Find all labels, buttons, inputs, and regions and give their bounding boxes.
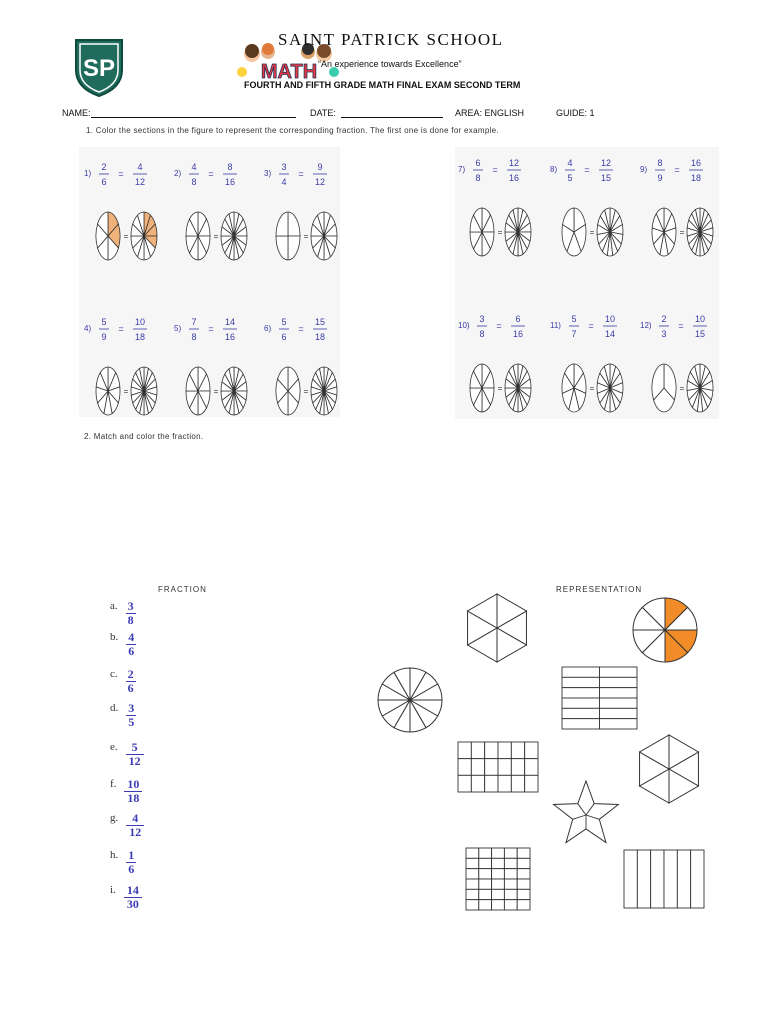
equals-sign: = [213, 387, 219, 396]
numerator: 6 [515, 314, 521, 324]
grid-cell[interactable] [498, 759, 511, 776]
item-letter: a. [110, 600, 118, 612]
equals-sign: = [298, 169, 304, 179]
item-denominator: 12 [128, 754, 141, 768]
grid-cell[interactable] [664, 850, 677, 908]
circle-sector[interactable] [288, 236, 300, 260]
equals-sign: = [303, 232, 309, 241]
numerator: 8 [657, 158, 663, 168]
item-denominator: 18 [127, 791, 140, 805]
representation-shapes [370, 590, 710, 920]
match-fraction-item[interactable] [110, 631, 136, 658]
rectangle-6-strips[interactable] [624, 850, 704, 908]
section1-instruction: 1. Color the sections in the figure to represent the corresponding fraction. The first one is done for example. [86, 126, 499, 135]
left-fraction-circle[interactable] [470, 364, 494, 412]
equals-sign: = [118, 324, 124, 334]
right-fraction-circle[interactable] [131, 367, 157, 415]
equals-sign: = [492, 165, 498, 175]
equals-sign: = [303, 387, 309, 396]
item-denominator: 6 [127, 681, 134, 695]
school-motto: “An experience towards Excellence” [318, 59, 462, 69]
fraction-problem [458, 314, 525, 339]
match-fraction-item[interactable] [110, 884, 142, 911]
grid-cell[interactable] [458, 759, 471, 776]
numerator: 4 [567, 158, 573, 168]
denominator: 8 [191, 177, 197, 187]
fraction-problem [640, 314, 707, 339]
numerator: 7 [191, 317, 197, 327]
grid-cell[interactable] [677, 850, 690, 908]
grid-cell[interactable] [479, 900, 492, 910]
equals-sign: = [589, 384, 595, 393]
match-fraction-item[interactable] [110, 812, 144, 839]
hexagon-6-parts-second[interactable] [640, 735, 699, 803]
item-letter: h. [110, 849, 119, 861]
equals-sign: = [208, 169, 214, 179]
denominator: 14 [604, 329, 616, 339]
guide-label: GUIDE: 1 [556, 108, 595, 118]
denominator: 12 [314, 177, 326, 187]
item-denominator: 30 [126, 897, 139, 911]
grid-cell[interactable] [492, 879, 505, 889]
grid-cell[interactable] [485, 759, 498, 776]
grid-cell[interactable] [479, 869, 492, 879]
item-fraction [124, 778, 142, 805]
grid-cell[interactable] [504, 869, 517, 879]
left-fraction-circle[interactable] [96, 367, 120, 415]
grid-cell[interactable] [600, 688, 638, 698]
numerator: 5 [281, 317, 287, 327]
rectangle-12-parts[interactable] [562, 667, 637, 729]
denominator: 5 [567, 173, 573, 183]
denominator: 6 [101, 177, 107, 187]
grid-cell[interactable] [562, 667, 600, 677]
grid-cell[interactable] [479, 858, 492, 868]
match-fraction-item[interactable] [110, 778, 142, 805]
grid-cell[interactable] [517, 879, 530, 889]
equals-sign: = [679, 384, 685, 393]
equals-sign: = [208, 324, 214, 334]
equals-sign: = [584, 165, 590, 175]
left-fraction-circle[interactable] [562, 208, 586, 256]
item-fraction [126, 741, 144, 768]
grid-cell[interactable] [691, 850, 704, 908]
grid-cell[interactable] [525, 759, 538, 776]
denominator: 9 [101, 332, 107, 342]
item-denominator: 6 [128, 862, 135, 876]
denominator: 18 [134, 332, 146, 342]
problem-number: 3) [264, 169, 272, 178]
item-numerator: 3 [127, 599, 134, 613]
name-label: NAME: [62, 108, 91, 118]
grid-cell[interactable] [511, 775, 524, 792]
grid-cell[interactable] [624, 850, 637, 908]
right-fraction-circle[interactable] [311, 367, 337, 415]
grid-cell[interactable] [517, 900, 530, 910]
item-numerator: 10 [127, 777, 140, 791]
grid-cell[interactable] [504, 858, 517, 868]
grid-cell[interactable] [525, 775, 538, 792]
problem-number: 11) [550, 321, 561, 330]
circle-8-parts-3-colored[interactable] [633, 598, 697, 662]
problem-number: 5) [174, 324, 182, 333]
denominator: 12 [134, 177, 146, 187]
item-letter: i. [110, 884, 116, 896]
numerator: 16 [690, 158, 702, 168]
right-fraction-circle[interactable] [311, 212, 337, 260]
item-letter: b. [110, 631, 119, 643]
circle-sector[interactable] [288, 212, 300, 236]
item-denominator: 8 [127, 613, 134, 627]
right-fraction-circle[interactable] [221, 367, 247, 415]
grid-cell[interactable] [458, 775, 471, 792]
area-label: AREA: ENGLISH [455, 108, 525, 118]
denominator: 8 [191, 332, 197, 342]
grid-cell[interactable] [517, 869, 530, 879]
fraction-problem [640, 158, 703, 183]
numerator: 4 [191, 162, 197, 172]
grid-cell[interactable] [517, 889, 530, 899]
match-fraction-item[interactable] [110, 702, 136, 729]
problem-number: 1) [84, 169, 92, 178]
math-logo-text: MATH [260, 61, 318, 83]
equals-sign: = [298, 324, 304, 334]
denominator: 18 [690, 173, 702, 183]
numerator: 10 [134, 317, 146, 327]
numerator: 2 [101, 162, 107, 172]
section2-instruction: 2. Match and color the fraction. [84, 432, 204, 441]
numerator: 3 [479, 314, 485, 324]
item-letter: d. [110, 702, 119, 714]
circle-sector[interactable] [276, 212, 288, 236]
problem-number: 2) [174, 169, 182, 178]
problem-number: 12) [640, 321, 652, 330]
equals-sign: = [118, 169, 124, 179]
denominator: 16 [224, 332, 236, 342]
item-numerator: 14 [126, 883, 139, 897]
grid-cell[interactable] [479, 848, 492, 858]
left-fraction-circle[interactable] [96, 212, 120, 260]
grid-cell[interactable] [504, 879, 517, 889]
left-fraction-circle[interactable] [470, 208, 494, 256]
equals-sign: = [123, 232, 129, 241]
grid-cell[interactable] [466, 858, 479, 868]
item-numerator: 1 [128, 848, 135, 862]
equals-sign: = [588, 321, 594, 331]
item-fraction [126, 702, 136, 729]
grid-cell[interactable] [517, 848, 530, 858]
item-letter: c. [110, 668, 118, 680]
grid-cell[interactable] [600, 708, 638, 718]
denominator: 16 [224, 177, 236, 187]
right-fraction-circle[interactable] [505, 208, 531, 256]
grid-cell[interactable] [485, 775, 498, 792]
left-fraction-circle[interactable] [186, 367, 210, 415]
hexagon-6-parts[interactable] [468, 594, 527, 662]
right-fraction-circle[interactable] [597, 364, 623, 412]
match-fraction-item[interactable] [110, 600, 136, 627]
representation-column-header: REPRESENTATION [556, 585, 643, 594]
fraction-problem [550, 158, 613, 183]
denominator: 8 [475, 173, 481, 183]
grid-cell[interactable] [466, 848, 479, 858]
grid-cell[interactable] [471, 759, 484, 776]
fraction-problem [550, 314, 617, 339]
left-fraction-circle[interactable] [276, 367, 300, 415]
fraction-problem [84, 162, 147, 187]
match-fraction-item[interactable] [110, 849, 136, 876]
numerator: 5 [571, 314, 577, 324]
problem-number: 9) [640, 165, 648, 174]
grid-cell[interactable] [511, 742, 524, 759]
right-fraction-circle[interactable] [505, 364, 531, 412]
grid-cell[interactable] [562, 677, 600, 687]
numerator: 12 [600, 158, 612, 168]
right-fraction-circle[interactable] [131, 212, 157, 260]
fraction-problem [458, 158, 521, 183]
fraction-problem [174, 317, 237, 342]
left-fraction-circle[interactable] [276, 212, 300, 260]
fraction-problem [264, 317, 327, 342]
left-fraction-circle[interactable] [562, 364, 586, 412]
grid-cell[interactable] [562, 698, 600, 708]
grid-cell[interactable] [517, 858, 530, 868]
denominator: 3 [661, 329, 667, 339]
grid-cell[interactable] [562, 719, 600, 729]
item-numerator: 2 [127, 667, 134, 681]
fraction-problems [0, 0, 768, 440]
star-outline [554, 781, 619, 843]
date-label: DATE: [310, 108, 336, 118]
grid-cell[interactable] [504, 900, 517, 910]
denominator: 9 [657, 173, 663, 183]
right-fraction-circle[interactable] [687, 208, 713, 256]
fraction-problem [174, 162, 237, 187]
grid-cell[interactable] [498, 742, 511, 759]
item-fraction [126, 668, 136, 695]
item-numerator: 4 [132, 811, 139, 825]
equals-sign: = [496, 321, 502, 331]
match-fraction-item[interactable] [110, 668, 136, 695]
denominator: 4 [281, 177, 287, 187]
numerator: 14 [224, 317, 236, 327]
fraction-column-header: FRACTION [158, 585, 207, 594]
right-fraction-circle[interactable] [221, 212, 247, 260]
fraction-problem [264, 162, 327, 187]
grid-cell[interactable] [562, 708, 600, 718]
item-fraction [126, 600, 136, 627]
denominator: 6 [281, 332, 287, 342]
exam-title: FOURTH AND FIFTH GRADE MATH FINAL EXAM SECOND TERM [244, 80, 521, 90]
star-5-parts[interactable] [554, 781, 619, 843]
equals-sign: = [679, 228, 685, 237]
item-numerator: 5 [131, 740, 138, 754]
grid-cell[interactable] [498, 775, 511, 792]
numerator: 8 [227, 162, 233, 172]
problem-number: 8) [550, 165, 558, 174]
item-fraction [126, 812, 144, 839]
grid-cell[interactable] [466, 869, 479, 879]
grid-cell[interactable] [471, 775, 484, 792]
right-fraction-circle[interactable] [597, 208, 623, 256]
equals-sign: = [674, 165, 680, 175]
grid-cell[interactable] [479, 879, 492, 889]
item-fraction [126, 631, 136, 658]
item-denominator: 5 [128, 715, 135, 729]
grid-cell[interactable] [485, 742, 498, 759]
numerator: 6 [475, 158, 481, 168]
grid-cell[interactable] [600, 719, 638, 729]
grid-cell[interactable] [511, 759, 524, 776]
grid-cell[interactable] [504, 889, 517, 899]
school-name: SAINT PATRICK SCHOOL [278, 30, 504, 49]
item-letter: f. [110, 778, 117, 790]
grid-cell[interactable] [492, 900, 505, 910]
problem-number: 4) [84, 324, 92, 333]
grid-cell[interactable] [458, 742, 471, 759]
item-numerator: 3 [128, 701, 135, 715]
item-letter: e. [110, 741, 118, 753]
equals-sign: = [678, 321, 684, 331]
grid-cell[interactable] [471, 742, 484, 759]
numerator: 9 [317, 162, 323, 172]
logo-letters: SP [82, 55, 116, 82]
match-fraction-item[interactable] [110, 741, 144, 768]
denominator: 8 [479, 329, 485, 339]
item-numerator: 4 [128, 630, 135, 644]
numerator: 5 [101, 317, 107, 327]
denominator: 15 [600, 173, 612, 183]
grid-30-parts[interactable] [466, 848, 530, 910]
grid-cell[interactable] [492, 858, 505, 868]
fraction-problem [84, 317, 147, 342]
equals-sign: = [213, 232, 219, 241]
equals-sign: = [589, 228, 595, 237]
denominator: 16 [508, 173, 520, 183]
equals-sign: = [123, 387, 129, 396]
circle-sector[interactable] [276, 236, 288, 260]
denominator: 16 [512, 329, 524, 339]
grid-cell[interactable] [466, 879, 479, 889]
numerator: 4 [137, 162, 143, 172]
grid-18-parts[interactable] [458, 742, 538, 792]
numerator: 10 [604, 314, 616, 324]
grid-cell[interactable] [600, 677, 638, 687]
grid-cell[interactable] [562, 688, 600, 698]
item-fraction [126, 849, 136, 876]
grid-cell[interactable] [492, 889, 505, 899]
grid-cell[interactable] [504, 848, 517, 858]
item-letter: g. [110, 812, 119, 824]
numerator: 15 [314, 317, 326, 327]
item-denominator: 6 [128, 644, 135, 658]
grid-cell[interactable] [492, 869, 505, 879]
right-fraction-circle[interactable] [687, 364, 713, 412]
problem-number: 7) [458, 165, 466, 174]
problem-number: 10) [458, 321, 470, 330]
grid-cell[interactable] [637, 850, 650, 908]
grid-cell[interactable] [651, 850, 664, 908]
numerator: 3 [281, 162, 287, 172]
item-fraction [124, 884, 142, 911]
equals-sign: = [497, 228, 503, 237]
numerator: 12 [508, 158, 520, 168]
denominator: 18 [314, 332, 326, 342]
left-fraction-circle[interactable] [652, 364, 676, 412]
problem-number: 6) [264, 324, 272, 333]
left-fraction-circle[interactable] [652, 208, 676, 256]
grid-cell[interactable] [466, 900, 479, 910]
left-fraction-circle[interactable] [186, 212, 210, 260]
numerator: 2 [661, 314, 667, 324]
grid-cell[interactable] [600, 698, 638, 708]
equals-sign: = [497, 384, 503, 393]
grid-cell[interactable] [600, 667, 638, 677]
grid-cell[interactable] [525, 742, 538, 759]
numerator: 10 [694, 314, 706, 324]
denominator: 15 [694, 329, 706, 339]
denominator: 7 [571, 329, 577, 339]
grid-cell[interactable] [466, 889, 479, 899]
item-denominator: 12 [129, 825, 142, 839]
grid-cell[interactable] [492, 848, 505, 858]
circle-12-parts[interactable] [378, 668, 442, 732]
grid-cell[interactable] [479, 889, 492, 899]
